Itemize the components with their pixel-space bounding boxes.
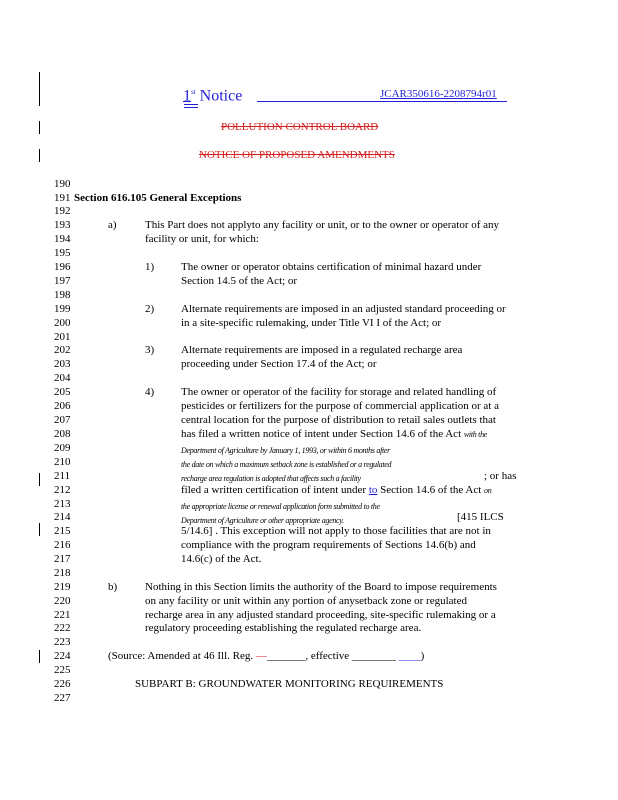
- item-text: pesticides or fertilizers for the purpose of commercial application or at a: [181, 400, 499, 412]
- line-number: 203: [54, 358, 71, 370]
- item-text: The owner or operator obtains certification of minimal hazard under: [181, 261, 482, 273]
- statutory-italic: recharge area regulation is adopted that affects such a facility: [181, 474, 361, 483]
- item-text: [181, 484, 491, 497]
- subsection-a-text: This Part does not applyto any facility or unit, or to the owner or operator of any: [145, 219, 500, 231]
- line-number: 220: [54, 595, 71, 607]
- line-number: 227: [54, 692, 71, 704]
- line-number: 195: [54, 247, 71, 259]
- line-number: 222: [54, 622, 71, 634]
- statutory-italic: Department of Agriculture or other appropriate agency.: [181, 516, 344, 525]
- line-number: 225: [54, 664, 71, 676]
- revision-bar: [39, 72, 40, 106]
- notice-number: 1: [183, 87, 191, 105]
- line-number: 209: [54, 442, 71, 454]
- citation: [415 ILCS: [457, 511, 504, 523]
- line-number: 193: [54, 219, 71, 231]
- line-number: 221: [54, 609, 71, 621]
- subsection-a-text: facility or unit, for which:: [145, 233, 259, 245]
- statutory-italic: on: [484, 486, 492, 495]
- line-number: 204: [54, 372, 71, 384]
- jcar-identifier: JCAR350616-2208794r01: [380, 88, 497, 100]
- statutory-italic: Department of Agriculture by January 1, 1993, or within 6 months after: [181, 446, 390, 455]
- statutory-italic: with the: [463, 430, 488, 439]
- line-number: 218: [54, 567, 71, 579]
- item-number: 4): [145, 386, 155, 398]
- line-number: 207: [54, 414, 71, 426]
- inserted-text: to: [368, 484, 378, 496]
- line-number: 194: [54, 233, 71, 245]
- line-number: 201: [54, 331, 71, 343]
- item-text: [181, 428, 487, 441]
- line-number: 212: [54, 484, 71, 496]
- section-heading: Section 616.105 General Exceptions: [74, 192, 242, 204]
- item-text: 14.6(c) of the Act.: [181, 553, 262, 565]
- item-number: 1): [145, 261, 155, 273]
- line-number: 226: [54, 678, 71, 690]
- line-number: 216: [54, 539, 71, 551]
- subsection-b-text: on any facility or unit within any portion of anysetback zone or regulated: [145, 595, 467, 607]
- item-text-run: Section 14.6 of the Act: [377, 484, 485, 496]
- subsection-b-text: recharge area in any adjusted standard proceeding, site-specific rulemaking or a: [145, 609, 496, 621]
- notice-title: NOTICE OF PROPOSED AMENDMENTS: [199, 149, 395, 161]
- item-text: proceeding under Section 17.4 of the Act; or: [181, 358, 377, 370]
- notice-superscript: st: [191, 88, 196, 96]
- revision-bar: [39, 523, 40, 536]
- item-text: central location for the purpose of distribution to retail sales outlets that: [181, 414, 496, 426]
- line-number: 211: [54, 470, 71, 482]
- item-text: in a site-specific rulemaking, under Title VI I of the Act; or: [181, 317, 442, 329]
- subsection-b-text: regulatory proceeding establishing the regulated recharge area.: [145, 622, 422, 634]
- item-text-run: has filed a written notice of intent under Section 14.6 of the Act: [181, 428, 464, 440]
- line-number: 191: [54, 192, 71, 204]
- line-number: 208: [54, 428, 71, 440]
- line-number: 224: [54, 650, 71, 662]
- item-text: Section 14.5 of the Act; or: [181, 275, 298, 287]
- notice-word: Notice: [199, 87, 243, 105]
- source-text: _______, effective ________: [266, 650, 399, 662]
- line-number: 190: [54, 178, 71, 190]
- line-number: 223: [54, 636, 71, 648]
- notice-rule-small: [184, 107, 198, 108]
- notice-heading: [183, 83, 242, 105]
- revision-bar: [39, 121, 40, 134]
- line-number: 206: [54, 400, 71, 412]
- line-number: 213: [54, 498, 71, 510]
- line-number: 192: [54, 205, 71, 217]
- line-number: 217: [54, 553, 71, 565]
- item-text: compliance with the program requirements of Sections 14.6(b) and: [181, 539, 476, 551]
- subsection-b-text: Nothing in this Section limits the authority of the Board to impose requirements: [145, 581, 497, 593]
- subsection-b-label: b): [108, 581, 118, 593]
- line-number: 205: [54, 386, 71, 398]
- line-number: 214: [54, 511, 71, 523]
- line-number: 202: [54, 344, 71, 356]
- line-number: 210: [54, 456, 71, 468]
- item-text: Alternate requirements are imposed in an adjusted standard proceeding or: [181, 303, 506, 315]
- item-text: ; or has: [484, 470, 517, 482]
- line-number: 219: [54, 581, 71, 593]
- notice-rule: [257, 101, 507, 102]
- item-number: 2): [145, 303, 155, 315]
- agency-name: POLLUTION CONTROL BOARD: [221, 121, 379, 133]
- statutory-italic: the date on which a maximum setback zone is established or a regulated: [181, 460, 392, 469]
- item-number: 3): [145, 344, 155, 356]
- source-text: (Source: Amended at 46 Ill. Reg.: [108, 650, 256, 662]
- line-number: 197: [54, 275, 71, 287]
- subsection-a-label: a): [108, 219, 117, 231]
- item-text: The owner or operator of the facility for storage and related handling of: [181, 386, 497, 398]
- notice-rule-small: [184, 104, 198, 105]
- line-number: 200: [54, 317, 71, 329]
- item-text: Alternate requirements are imposed in a regulated recharge area: [181, 344, 463, 356]
- item-text: 5/14.6] . This exception will not apply to those facilities that are not in: [181, 525, 491, 537]
- line-number: 199: [54, 303, 71, 315]
- line-number: 215: [54, 525, 71, 537]
- line-number: 198: [54, 289, 71, 301]
- revision-bar: [39, 473, 40, 486]
- statutory-italic: the appropriate license or renewal application form submitted to the: [181, 502, 380, 511]
- line-number: 196: [54, 261, 71, 273]
- source-text: ): [420, 650, 425, 662]
- source-dash: —: [255, 650, 267, 662]
- subpart-heading: SUBPART B: GROUNDWATER MONITORING REQUIREMENTS: [135, 678, 444, 690]
- source-note: [108, 650, 424, 663]
- source-blank: ____: [398, 650, 421, 662]
- item-text-run: filed a written certification of intent under: [181, 484, 369, 496]
- revision-bar: [39, 149, 40, 162]
- revision-bar: [39, 650, 40, 663]
